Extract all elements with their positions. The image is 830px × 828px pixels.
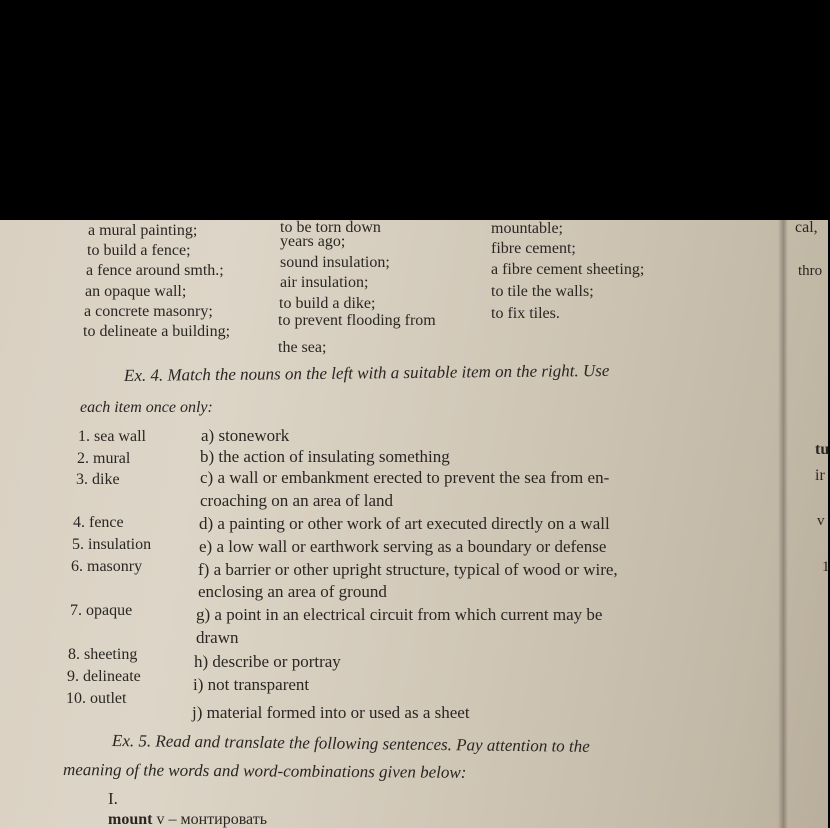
- ex5-term-translation: монтировать: [180, 811, 268, 828]
- right-page-fragment: 1: [822, 559, 830, 575]
- vocab-col2-item: the sea;: [278, 339, 327, 356]
- vocab-col3-item: to fix tiles.: [491, 305, 560, 322]
- noun-item: 4. fence: [73, 514, 124, 531]
- ex5-term-pos: v –: [156, 811, 177, 828]
- ex5-term: mount: [108, 811, 153, 828]
- vocab-col1-item: a concrete masonry;: [84, 303, 213, 320]
- noun-item: 8. sheeting: [68, 646, 138, 663]
- noun-item: 10. outlet: [66, 690, 127, 707]
- ex5-section-number: I.: [108, 789, 118, 808]
- vocab-col2-item: years ago;: [280, 233, 346, 250]
- noun-item: 9. delineate: [67, 668, 141, 685]
- vocab-col3-item: mountable;: [491, 220, 563, 237]
- ex4-heading: Ex. 4. Match the nouns on the left with a suitable item on the right. Use: [123, 360, 610, 385]
- definition-item: enclosing an area of ground: [198, 582, 387, 601]
- noun-item: 2. mural: [77, 450, 131, 467]
- noun-item: 5. insulation: [72, 536, 152, 553]
- book-page: [0, 220, 828, 828]
- right-page-fragment: tu: [815, 441, 830, 458]
- vocab-col1-item: an opaque wall;: [85, 283, 187, 300]
- definition-item: a) stonework: [201, 426, 290, 445]
- vocab-col2-item: to build a dike;: [279, 295, 376, 312]
- vocab-col2-item: sound insulation;: [280, 254, 390, 271]
- definition-item: h) describe or portray: [194, 652, 341, 671]
- right-page-fragment: cal,: [795, 219, 818, 236]
- vocab-col3-item: to tile the walls;: [491, 283, 594, 300]
- noun-item: 3. dike: [76, 471, 120, 488]
- noun-item: 7. opaque: [70, 602, 133, 619]
- right-page-fragment: ir: [815, 467, 825, 484]
- vocab-col2-item: air insulation;: [280, 274, 369, 291]
- ex4-heading-cont: each item once only:: [80, 399, 213, 416]
- vocab-col3-item: fibre cement;: [491, 240, 576, 257]
- right-page-fragment: thro: [798, 263, 823, 279]
- definition-item: d) a painting or other work of art executed directly on a wall: [199, 514, 610, 533]
- definition-item: e) a low wall or earthwork serving as a boundary or defense: [199, 537, 607, 556]
- vocab-col1-item: a fence around smth.;: [86, 262, 224, 279]
- ex5-term-line: [108, 812, 267, 828]
- vocab-col2-item: to prevent flooding from: [278, 312, 436, 329]
- noun-item: 6. masonry: [71, 558, 143, 575]
- definition-item: f) a barrier or other upright structure, typical of wood or wire,: [198, 560, 618, 579]
- book-gutter: [778, 220, 788, 828]
- vocab-partial-line: to be torn down: [280, 219, 381, 236]
- dark-background: [0, 0, 828, 220]
- right-page-fragment: v: [817, 513, 825, 529]
- definition-item: b) the action of insulating something: [200, 447, 450, 466]
- definition-item: i) not transparent: [193, 675, 310, 694]
- vocab-col1-item: to build a fence;: [87, 242, 191, 259]
- definition-item: drawn: [196, 628, 239, 647]
- vocab-col1-item: a mural painting;: [88, 222, 198, 239]
- definition-item: c) a wall or embankment erected to prevent the sea from en-: [200, 468, 610, 487]
- definition-item: j) material formed into or used as a sheet: [192, 703, 470, 722]
- vocab-col1-item: to delineate a building;: [83, 323, 231, 340]
- vocab-col3-item: a fibre cement sheeting;: [491, 261, 645, 278]
- noun-item: 1. sea wall: [78, 428, 146, 445]
- ex5-heading: Ex. 5. Read and translate the following sentences. Pay attention to the: [111, 731, 590, 756]
- ex5-heading-cont: meaning of the words and word-combinations given below:: [62, 760, 467, 782]
- definition-item: croaching on an area of land: [200, 491, 394, 510]
- definition-item: g) a point in an electrical circuit from which current may be: [196, 605, 603, 624]
